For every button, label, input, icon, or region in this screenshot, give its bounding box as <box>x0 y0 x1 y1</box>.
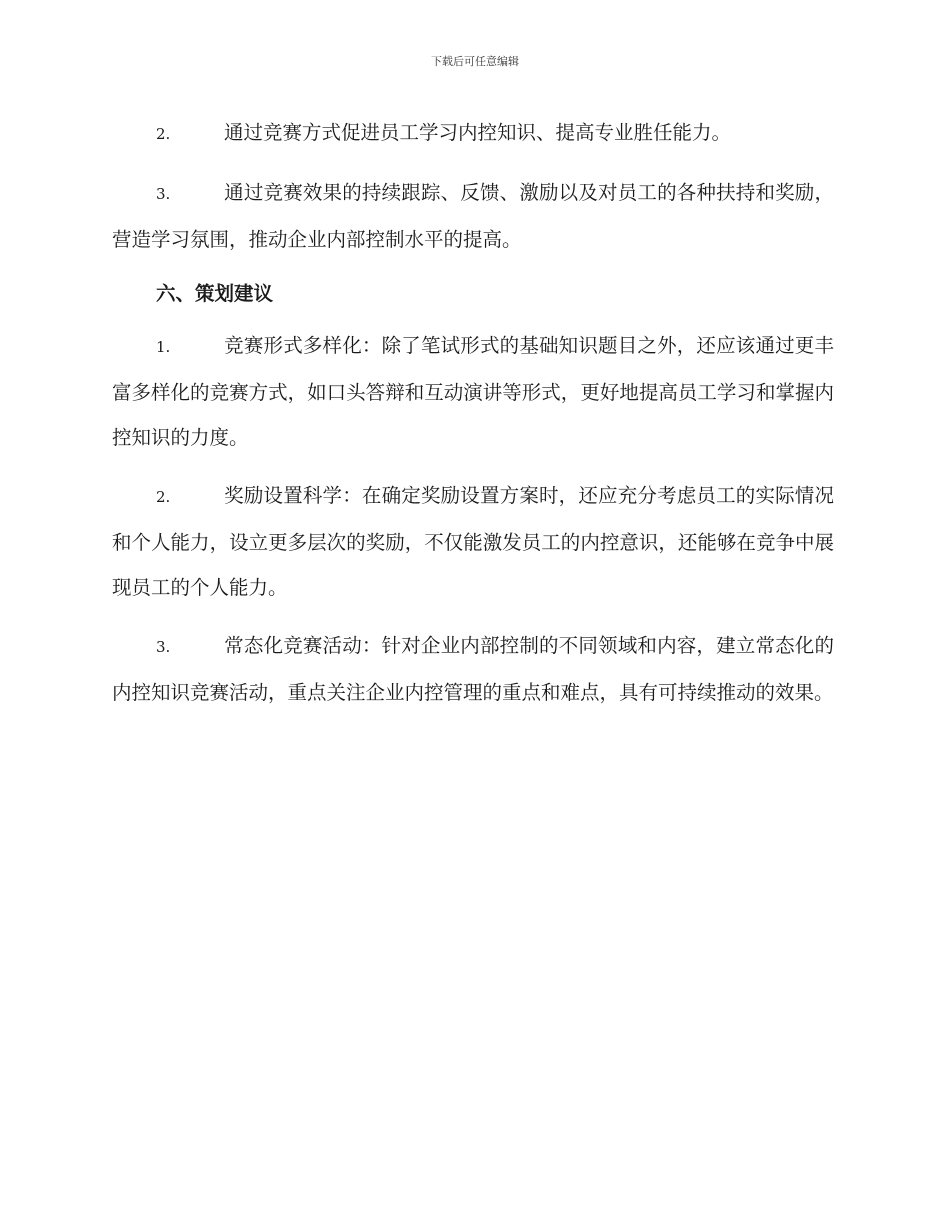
list-item-number: 3. <box>156 185 171 203</box>
page-header: 下载后可任意编辑 <box>431 55 519 68</box>
list-item-number: 1. <box>156 338 171 356</box>
list-item-number: 3. <box>156 638 171 656</box>
list-item <box>112 170 834 262</box>
list-item-text: 常态化竞赛活动：针对企业内部控制的不同领域和内容，建立常态化的内控知识竞赛活动，重点关注企业内控管理的重点和难点，具有可持续推动的效果。 <box>112 634 834 704</box>
list-item-number: 2. <box>156 488 171 506</box>
list-item-text: 奖励设置科学：在确定奖励设置方案时，还应充分考虑员工的实际情况和个人能力，设立更多层次的奖励，不仅能激发员工的内控意识，还能够在竞争中展现员工的个人能力。 <box>112 484 834 599</box>
list-item <box>112 323 834 460</box>
list-item-number: 2. <box>156 125 171 143</box>
section-heading: 六、策划建议 <box>156 282 274 305</box>
document-body <box>112 110 834 728</box>
list-item <box>112 623 834 715</box>
list-item-text: 通过竞赛方式促进员工学习内控知识、提高专业胜任能力。 <box>224 121 732 144</box>
list-item-text: 竞赛形式多样化：除了笔试形式的基础知识题目之外，还应该通过更丰富多样化的竞赛方式，如口头答辩和互动演讲等形式，更好地提高员工学习和掌握内控知识的力度。 <box>112 334 834 449</box>
list-item <box>112 473 834 610</box>
list-item <box>112 110 834 157</box>
list-item-text: 通过竞赛效果的持续跟踪、反馈、激励以及对员工的各种扶持和奖励，营造学习氛围，推动企业内部控制水平的提高。 <box>112 181 834 251</box>
